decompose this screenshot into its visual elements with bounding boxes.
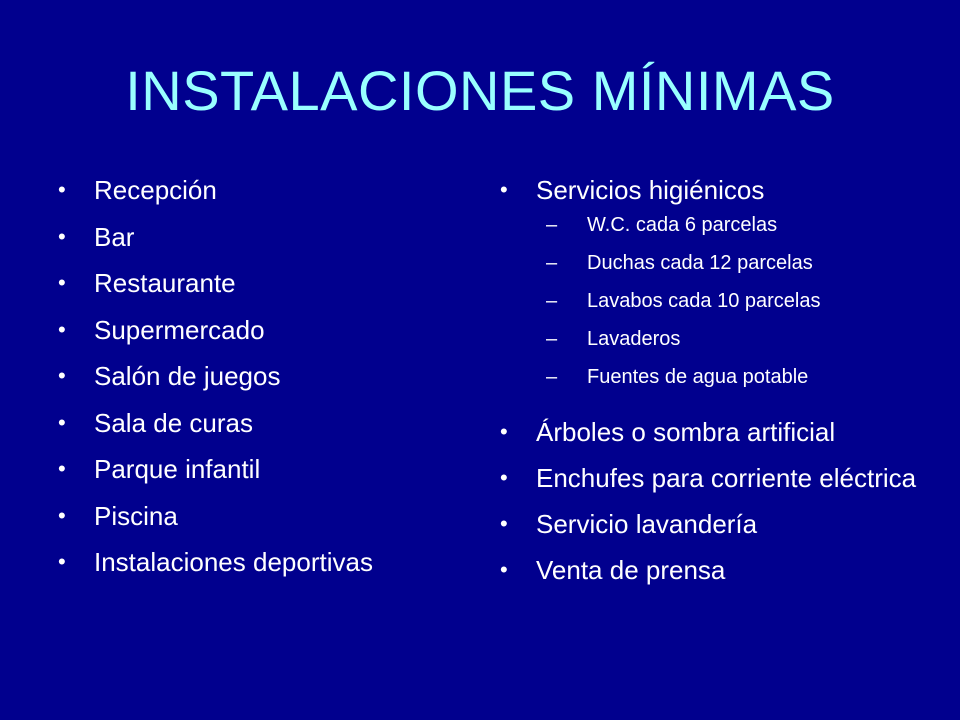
- sub-list-item: [546, 250, 920, 288]
- list-item: [58, 360, 448, 407]
- dash-icon: –: [546, 328, 558, 350]
- bullet-icon: •: [500, 177, 508, 202]
- dash-icon: –: [546, 366, 558, 388]
- list-item: [58, 221, 448, 268]
- list-item: [58, 453, 448, 500]
- sub-list-item-text: Lavabos cada 10 parcelas: [587, 290, 821, 312]
- bullet-icon: •: [58, 363, 66, 388]
- bullet-icon: •: [58, 177, 66, 202]
- sub-list-item: [546, 212, 920, 250]
- sub-list-item-text: Fuentes de agua potable: [587, 366, 809, 388]
- list-item: [500, 554, 920, 586]
- sub-list-item: [546, 364, 920, 402]
- bullet-icon: •: [58, 456, 66, 481]
- slide-title: INSTALACIONES MÍNIMAS: [125, 59, 835, 122]
- list-item: [58, 407, 448, 454]
- sub-list-item-text: Duchas cada 12 parcelas: [587, 252, 813, 274]
- bullet-icon: •: [500, 419, 508, 444]
- list-item: [500, 508, 920, 540]
- list-item: [500, 174, 920, 402]
- list-item-text: Recepción: [94, 175, 217, 205]
- list-item-text: Salón de juegos: [94, 361, 281, 391]
- sub-list-item-text: Lavaderos: [587, 328, 681, 350]
- list-item: [58, 546, 448, 593]
- list-item-text: Piscina: [94, 500, 178, 531]
- list-item-text: Sala de curas: [94, 407, 253, 438]
- left-bullet-list: [58, 174, 448, 593]
- bullet-icon: •: [58, 549, 66, 574]
- bullet-icon: •: [58, 270, 66, 295]
- sub-list-item: [546, 326, 920, 364]
- list-item-text: Enchufes para corriente eléctrica: [536, 463, 917, 493]
- sub-list-item: [546, 288, 920, 326]
- dash-icon: –: [546, 252, 558, 274]
- list-item-text: Supermercado: [94, 314, 265, 345]
- sub-list-item-text: W.C. cada 6 parcelas: [587, 214, 778, 236]
- list-item: [58, 314, 448, 361]
- bullet-icon: •: [58, 316, 66, 342]
- list-item: [58, 267, 448, 314]
- bullet-icon: •: [58, 409, 66, 435]
- bullet-icon: •: [58, 223, 66, 249]
- list-item: [58, 500, 448, 547]
- list-item-text: Servicios higiénicos: [536, 175, 765, 205]
- bullet-icon: •: [500, 511, 508, 536]
- dash-icon: –: [546, 290, 558, 312]
- sub-bullet-list: [536, 212, 920, 402]
- list-item-text: Parque infantil: [94, 454, 261, 484]
- list-item-text: Restaurante: [94, 268, 236, 298]
- list-item-text: Instalaciones deportivas: [94, 547, 373, 577]
- bullet-icon: •: [58, 502, 66, 528]
- list-item: [500, 462, 920, 494]
- list-item-text: Bar: [94, 221, 135, 252]
- list-item-text: Venta de prensa: [536, 555, 726, 585]
- bullet-icon: •: [500, 465, 508, 490]
- list-item-text: Árboles o sombra artificial: [536, 417, 836, 447]
- list-item: [500, 416, 920, 448]
- bullet-icon: •: [500, 557, 508, 582]
- dash-icon: –: [546, 214, 558, 236]
- right-bullet-list: [500, 174, 920, 600]
- list-item-text: Servicio lavandería: [536, 509, 758, 539]
- list-item: [58, 174, 448, 221]
